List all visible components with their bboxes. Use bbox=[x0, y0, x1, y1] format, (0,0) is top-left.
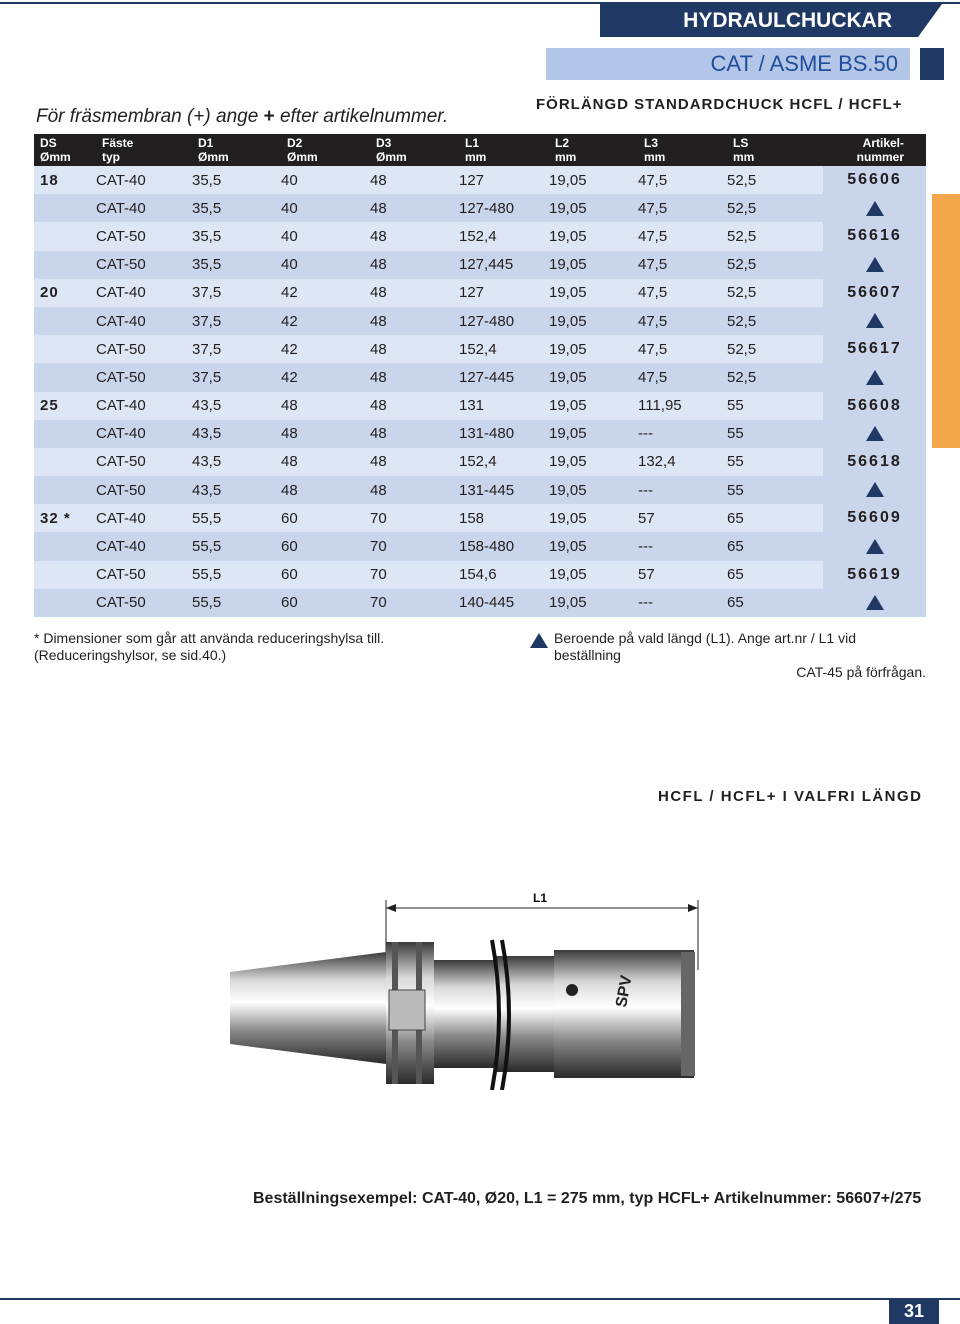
cell-l1: 127-445 bbox=[459, 363, 549, 391]
cell-article: 56619 bbox=[823, 561, 926, 589]
column-header-line: mm bbox=[465, 150, 487, 164]
cell-ls: 52,5 bbox=[727, 363, 823, 391]
cell-l3: 47,5 bbox=[638, 307, 727, 335]
column-header-line: Ømm bbox=[40, 150, 71, 164]
cell-ds bbox=[34, 251, 96, 279]
cell-l3: 47,5 bbox=[638, 363, 727, 391]
table-row bbox=[34, 420, 926, 448]
cell-l2: 19,05 bbox=[549, 420, 638, 448]
bottom-rule bbox=[0, 1298, 960, 1300]
cell-l3: 111,95 bbox=[638, 392, 727, 420]
cell-l1: 158 bbox=[459, 504, 549, 532]
note-plus: + bbox=[263, 106, 275, 127]
cell-type: CAT-50 bbox=[96, 363, 192, 391]
cell-l3: --- bbox=[638, 476, 727, 504]
table-row bbox=[34, 363, 926, 391]
column-header bbox=[823, 134, 926, 166]
table-row bbox=[34, 307, 926, 335]
cell-l3: 47,5 bbox=[638, 194, 727, 222]
cell-d2: 60 bbox=[281, 589, 370, 617]
cell-ds: 32 * bbox=[34, 504, 96, 532]
cell-ds: 25 bbox=[34, 392, 96, 420]
column-header-line: Ømm bbox=[376, 150, 407, 164]
cell-d2: 40 bbox=[281, 222, 370, 250]
cell-l3: 47,5 bbox=[638, 335, 727, 363]
cell-l3: 47,5 bbox=[638, 251, 727, 279]
cell-d3: 48 bbox=[370, 335, 459, 363]
cell-d1: 37,5 bbox=[192, 335, 281, 363]
table-row bbox=[34, 335, 926, 363]
triangle-icon bbox=[866, 201, 884, 216]
cell-d1: 55,5 bbox=[192, 589, 281, 617]
table-row bbox=[34, 561, 926, 589]
cell-type: CAT-50 bbox=[96, 222, 192, 250]
cell-d1: 35,5 bbox=[192, 194, 281, 222]
column-header-line: LS bbox=[733, 136, 749, 150]
cell-type: CAT-40 bbox=[96, 392, 192, 420]
column-header bbox=[96, 134, 192, 166]
column-header bbox=[370, 134, 459, 166]
cell-l2: 19,05 bbox=[549, 448, 638, 476]
note-text: För fräsmembran (+) ange bbox=[36, 106, 264, 127]
cell-l2: 19,05 bbox=[549, 392, 638, 420]
cell-d1: 55,5 bbox=[192, 504, 281, 532]
table-row bbox=[34, 476, 926, 504]
cell-ls: 65 bbox=[727, 504, 823, 532]
cell-l1: 152,4 bbox=[459, 222, 549, 250]
cell-d2: 42 bbox=[281, 307, 370, 335]
cell-l2: 19,05 bbox=[549, 561, 638, 589]
cell-l3: 132,4 bbox=[638, 448, 727, 476]
cell-type: CAT-50 bbox=[96, 561, 192, 589]
cell-l1: 152,4 bbox=[459, 335, 549, 363]
footnote-line-1: * Dimensioner som går att använda reduceringshylsa till. bbox=[34, 630, 385, 646]
cell-d1: 35,5 bbox=[192, 166, 281, 194]
cell-article bbox=[823, 251, 926, 279]
cell-l3: 47,5 bbox=[638, 166, 727, 194]
cell-l3: --- bbox=[638, 420, 727, 448]
cell-ls: 55 bbox=[727, 392, 823, 420]
cell-d3: 70 bbox=[370, 504, 459, 532]
cell-d3: 70 bbox=[370, 589, 459, 617]
cell-ls: 65 bbox=[727, 561, 823, 589]
column-header-line: D3 bbox=[376, 136, 392, 150]
column-header-line: D2 bbox=[287, 136, 303, 150]
page-number: 31 bbox=[889, 1298, 939, 1324]
cell-d3: 70 bbox=[370, 561, 459, 589]
cell-ls: 52,5 bbox=[727, 222, 823, 250]
cell-d1: 35,5 bbox=[192, 251, 281, 279]
cell-ds bbox=[34, 476, 96, 504]
triangle-icon bbox=[866, 426, 884, 441]
cell-l1: 140-445 bbox=[459, 589, 549, 617]
cell-l1: 131 bbox=[459, 392, 549, 420]
column-header-line: Fäste bbox=[102, 136, 134, 150]
cell-ds bbox=[34, 589, 96, 617]
column-header-line: L1 bbox=[465, 136, 480, 150]
column-header-line: Ømm bbox=[198, 150, 229, 164]
table-row bbox=[34, 504, 926, 532]
cell-d1: 43,5 bbox=[192, 392, 281, 420]
cell-article bbox=[823, 589, 926, 617]
cell-l2: 19,05 bbox=[549, 335, 638, 363]
cell-l2: 19,05 bbox=[549, 251, 638, 279]
cell-d3: 48 bbox=[370, 194, 459, 222]
cell-ds bbox=[34, 532, 96, 560]
cell-l2: 19,05 bbox=[549, 532, 638, 560]
spec-table bbox=[34, 134, 926, 617]
cell-l1: 131-445 bbox=[459, 476, 549, 504]
cell-d3: 48 bbox=[370, 363, 459, 391]
column-header bbox=[727, 134, 823, 166]
cell-l2: 19,05 bbox=[549, 279, 638, 307]
column-header bbox=[192, 134, 281, 166]
cell-ls: 65 bbox=[727, 532, 823, 560]
cell-d2: 60 bbox=[281, 504, 370, 532]
cell-type: CAT-40 bbox=[96, 279, 192, 307]
cell-d2: 40 bbox=[281, 194, 370, 222]
cell-l2: 19,05 bbox=[549, 194, 638, 222]
cell-l3: --- bbox=[638, 589, 727, 617]
table-header-row bbox=[34, 134, 926, 166]
table-body bbox=[34, 166, 926, 617]
cell-ls: 55 bbox=[727, 448, 823, 476]
cell-d1: 35,5 bbox=[192, 222, 281, 250]
table-row bbox=[34, 448, 926, 476]
cell-d2: 48 bbox=[281, 420, 370, 448]
cell-article: 56617 bbox=[823, 335, 926, 363]
cell-d2: 48 bbox=[281, 448, 370, 476]
cell-l1: 131-480 bbox=[459, 420, 549, 448]
section2-title: HCFL / HCFL+ I VALFRI LÄNGD bbox=[658, 788, 923, 805]
cell-ls: 52,5 bbox=[727, 279, 823, 307]
column-header-line: D1 bbox=[198, 136, 214, 150]
column-header-line: nummer bbox=[856, 150, 904, 164]
cell-article bbox=[823, 476, 926, 504]
cell-d2: 60 bbox=[281, 561, 370, 589]
cell-d2: 48 bbox=[281, 392, 370, 420]
footnote-right-line-1: Beroende på vald längd (L1). Ange art.nr / L1 vid beställning bbox=[554, 630, 856, 663]
cell-article bbox=[823, 194, 926, 222]
cell-l1: 127,445 bbox=[459, 251, 549, 279]
cell-type: CAT-50 bbox=[96, 589, 192, 617]
cell-type: CAT-50 bbox=[96, 251, 192, 279]
footnote-line-2: (Reduceringshylsor, se sid.40.) bbox=[34, 647, 227, 663]
header-title: HYDRAULCHUCKAR bbox=[600, 4, 918, 37]
cell-article bbox=[823, 307, 926, 335]
cell-l1: 152,4 bbox=[459, 448, 549, 476]
cell-d3: 48 bbox=[370, 476, 459, 504]
cell-ls: 52,5 bbox=[727, 307, 823, 335]
cell-d1: 55,5 bbox=[192, 532, 281, 560]
column-header bbox=[638, 134, 727, 166]
cell-l3: 57 bbox=[638, 504, 727, 532]
cell-article: 56607 bbox=[823, 279, 926, 307]
cell-d3: 48 bbox=[370, 251, 459, 279]
cell-type: CAT-40 bbox=[96, 504, 192, 532]
cell-ds bbox=[34, 222, 96, 250]
cell-ds bbox=[34, 561, 96, 589]
column-header bbox=[549, 134, 638, 166]
column-header-line: L3 bbox=[644, 136, 659, 150]
cell-d3: 48 bbox=[370, 307, 459, 335]
cell-l2: 19,05 bbox=[549, 222, 638, 250]
column-header bbox=[34, 134, 96, 166]
footnote-left bbox=[34, 630, 384, 664]
cell-ls: 52,5 bbox=[727, 335, 823, 363]
cell-l2: 19,05 bbox=[549, 307, 638, 335]
table-row bbox=[34, 392, 926, 420]
cell-l2: 19,05 bbox=[549, 166, 638, 194]
cell-type: CAT-50 bbox=[96, 335, 192, 363]
column-header-line: L2 bbox=[555, 136, 570, 150]
cell-l2: 19,05 bbox=[549, 363, 638, 391]
cell-type: CAT-50 bbox=[96, 448, 192, 476]
cell-l3: --- bbox=[638, 532, 727, 560]
table-row bbox=[34, 251, 926, 279]
cell-article bbox=[823, 363, 926, 391]
triangle-icon bbox=[530, 632, 548, 650]
cell-type: CAT-50 bbox=[96, 476, 192, 504]
note-suffix: efter artikelnummer. bbox=[274, 106, 449, 127]
side-tab bbox=[932, 194, 960, 448]
cell-d1: 43,5 bbox=[192, 448, 281, 476]
cell-ls: 65 bbox=[727, 589, 823, 617]
cell-d1: 37,5 bbox=[192, 307, 281, 335]
cell-ls: 52,5 bbox=[727, 251, 823, 279]
table-row bbox=[34, 222, 926, 250]
cell-d3: 48 bbox=[370, 166, 459, 194]
cell-d3: 70 bbox=[370, 532, 459, 560]
column-header-line: mm bbox=[733, 150, 755, 164]
cell-type: CAT-40 bbox=[96, 166, 192, 194]
cell-l2: 19,05 bbox=[549, 504, 638, 532]
cell-d2: 42 bbox=[281, 335, 370, 363]
cell-ls: 55 bbox=[727, 476, 823, 504]
triangle-icon bbox=[866, 539, 884, 554]
cell-type: CAT-40 bbox=[96, 532, 192, 560]
cell-d1: 55,5 bbox=[192, 561, 281, 589]
cell-d2: 60 bbox=[281, 532, 370, 560]
note-top bbox=[36, 106, 448, 128]
cell-ds: 18 bbox=[34, 166, 96, 194]
table-row bbox=[34, 194, 926, 222]
header-banner-tail bbox=[918, 4, 942, 37]
triangle-icon bbox=[866, 482, 884, 497]
cell-d1: 37,5 bbox=[192, 279, 281, 307]
triangle-icon bbox=[866, 595, 884, 610]
footnote-right-line-2: CAT-45 på förfrågan. bbox=[796, 664, 926, 680]
cell-ds bbox=[34, 194, 96, 222]
cell-article bbox=[823, 532, 926, 560]
column-header-line: mm bbox=[555, 150, 577, 164]
table-row bbox=[34, 589, 926, 617]
cell-l1: 127-480 bbox=[459, 194, 549, 222]
cell-article bbox=[823, 420, 926, 448]
table-row bbox=[34, 532, 926, 560]
column-header-line: Ømm bbox=[287, 150, 318, 164]
cell-d3: 48 bbox=[370, 420, 459, 448]
cell-article: 56618 bbox=[823, 448, 926, 476]
cell-article: 56608 bbox=[823, 392, 926, 420]
cell-d1: 43,5 bbox=[192, 420, 281, 448]
triangle-icon bbox=[866, 313, 884, 328]
cell-ds bbox=[34, 420, 96, 448]
order-example: Beställningsexempel: CAT-40, Ø20, L1 = 275 mm, typ HCFL+ Artikelnummer: 56607+/275 bbox=[253, 1190, 922, 1207]
subtitle-marker bbox=[920, 48, 944, 80]
column-header-line: DS bbox=[40, 136, 57, 150]
cell-ds bbox=[34, 307, 96, 335]
cell-l1: 127 bbox=[459, 279, 549, 307]
toolholder-drawing bbox=[226, 880, 706, 1090]
cell-l1: 158-480 bbox=[459, 532, 549, 560]
column-header bbox=[459, 134, 549, 166]
cell-l2: 19,05 bbox=[549, 476, 638, 504]
cell-d2: 48 bbox=[281, 476, 370, 504]
cell-ls: 55 bbox=[727, 420, 823, 448]
cell-article: 56606 bbox=[823, 166, 926, 194]
cell-d1: 37,5 bbox=[192, 363, 281, 391]
cell-type: CAT-40 bbox=[96, 307, 192, 335]
table-row bbox=[34, 279, 926, 307]
cell-d2: 40 bbox=[281, 251, 370, 279]
cell-d3: 48 bbox=[370, 448, 459, 476]
column-header-line: mm bbox=[644, 150, 666, 164]
cell-ds bbox=[34, 335, 96, 363]
section-title: FÖRLÄNGD STANDARDCHUCK HCFL / HCFL+ bbox=[536, 96, 903, 113]
cell-article: 56616 bbox=[823, 222, 926, 250]
triangle-icon bbox=[866, 370, 884, 385]
dimension-label-l1: L1 bbox=[532, 891, 548, 905]
cell-ls: 52,5 bbox=[727, 166, 823, 194]
cell-d2: 42 bbox=[281, 363, 370, 391]
cell-l1: 127-480 bbox=[459, 307, 549, 335]
triangle-icon bbox=[866, 257, 884, 272]
cell-d3: 48 bbox=[370, 222, 459, 250]
cell-d2: 42 bbox=[281, 279, 370, 307]
cell-type: CAT-40 bbox=[96, 420, 192, 448]
cell-l3: 57 bbox=[638, 561, 727, 589]
column-header-line: typ bbox=[102, 150, 120, 164]
cell-article: 56609 bbox=[823, 504, 926, 532]
table-row bbox=[34, 166, 926, 194]
cell-type: CAT-40 bbox=[96, 194, 192, 222]
cell-d2: 40 bbox=[281, 166, 370, 194]
cell-ds: 20 bbox=[34, 279, 96, 307]
cell-l3: 47,5 bbox=[638, 279, 727, 307]
cell-d1: 43,5 bbox=[192, 476, 281, 504]
column-header bbox=[281, 134, 370, 166]
header-subtitle: CAT / ASME BS.50 bbox=[546, 48, 910, 80]
cell-l3: 47,5 bbox=[638, 222, 727, 250]
column-header-line: Artikel- bbox=[862, 136, 904, 150]
cell-l2: 19,05 bbox=[549, 589, 638, 617]
cell-l1: 154,6 bbox=[459, 561, 549, 589]
cell-ds bbox=[34, 448, 96, 476]
cell-ds bbox=[34, 363, 96, 391]
cell-l1: 127 bbox=[459, 166, 549, 194]
cell-d3: 48 bbox=[370, 392, 459, 420]
footnote-right bbox=[554, 630, 926, 681]
cell-d3: 48 bbox=[370, 279, 459, 307]
cell-ls: 52,5 bbox=[727, 194, 823, 222]
brand-mark: SPV bbox=[613, 974, 636, 1009]
